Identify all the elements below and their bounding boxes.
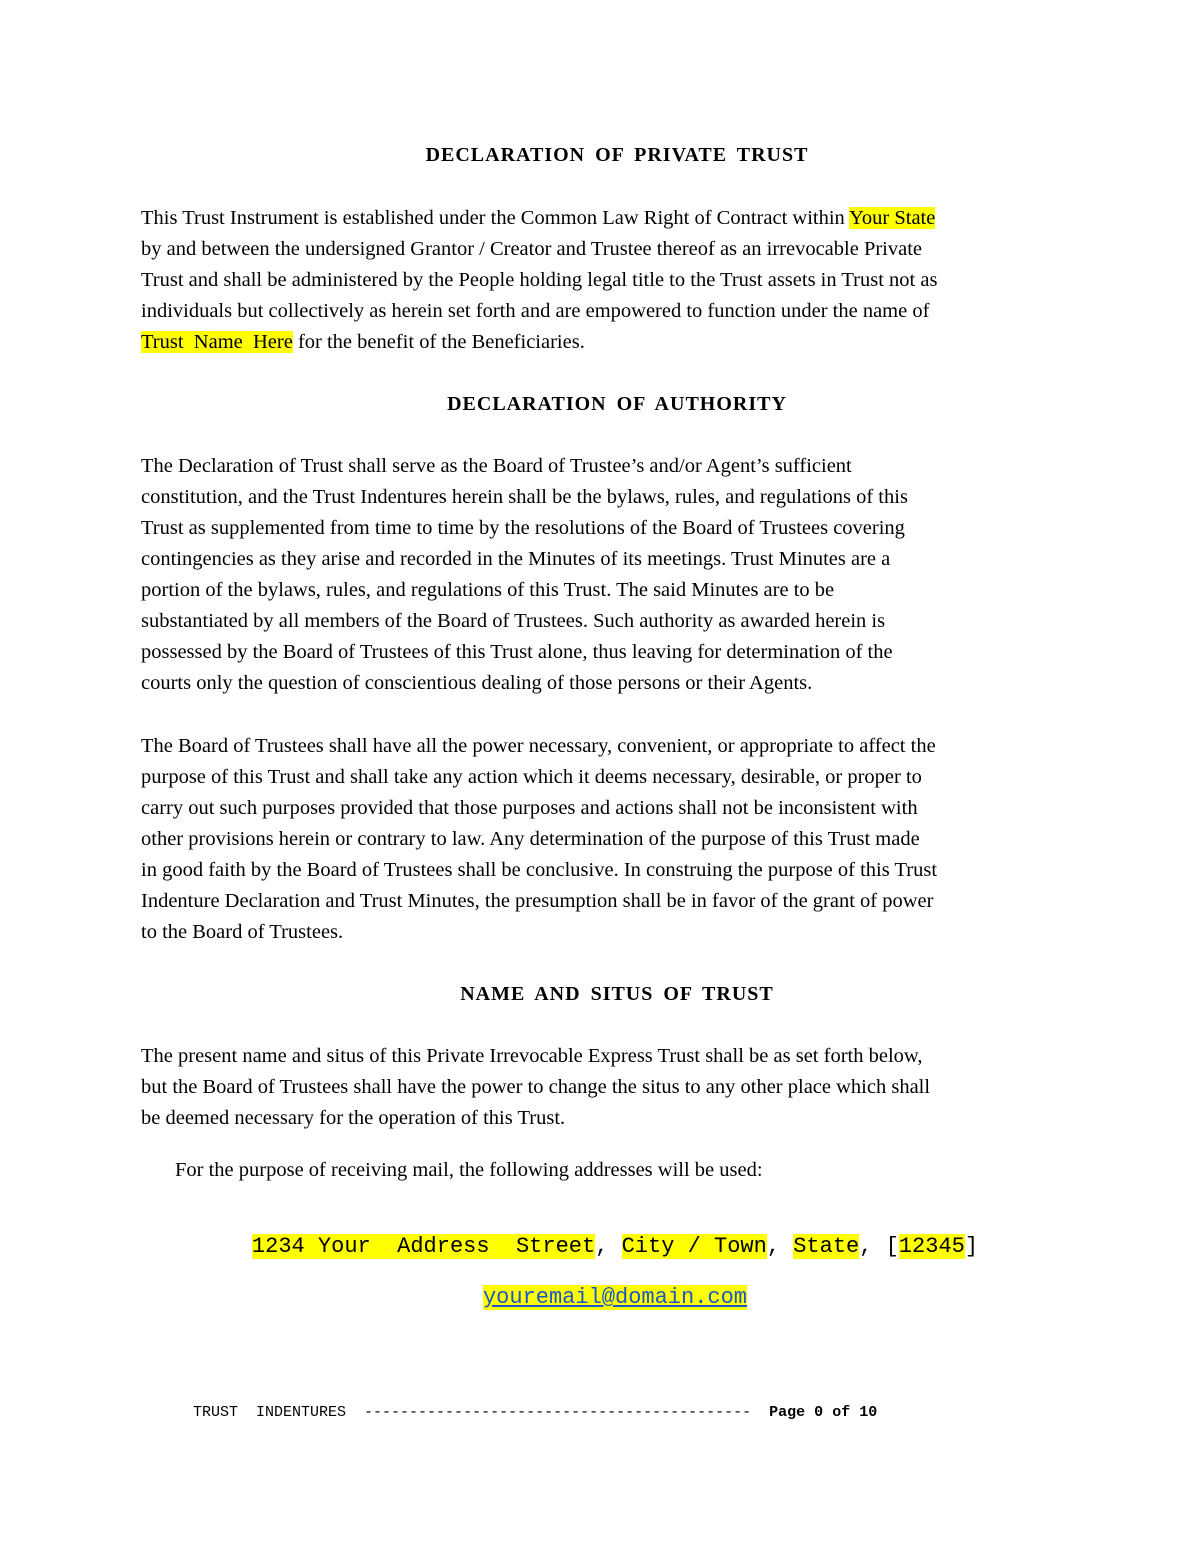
city-placeholder[interactable]: City / Town — [621, 1234, 767, 1259]
intro-line-2: by and between the undersigned Grantor / Creator and Trustee thereof as an irrevocable Private — [141, 238, 923, 260]
paragraph-line: possessed by the Board of Trustees of this Trust alone, thus leaving for determination of the — [141, 641, 893, 663]
paragraph-line: purpose of this Trust and shall take any action which it deems necessary, desirable, or proper to — [141, 766, 922, 788]
footer-page-total: 10 — [859, 1404, 878, 1421]
paragraph-line: The present name and situs of this Private Irrevocable Express Trust shall be as set forth below, — [141, 1045, 923, 1067]
situs-paragraph — [141, 1041, 1066, 1134]
paragraph-line: Indenture Declaration and Trust Minutes, the presumption shall be in favor of the grant of power — [141, 890, 934, 912]
paragraph-line: be deemed necessary for the operation of this Trust. — [141, 1107, 566, 1129]
mail-line: For the purpose of receiving mail, the following addresses will be used: — [175, 1159, 763, 1181]
paragraph-line: contingencies as they arise and recorded in the Minutes of its meetings. Trust Minutes are a — [141, 548, 891, 570]
heading-authority: DECLARATION OF AUTHORITY — [447, 393, 787, 415]
heading-private-trust: DECLARATION OF PRIVATE TRUST — [425, 144, 809, 166]
state-placeholder[interactable]: Your State — [849, 207, 936, 229]
authority-paragraph-1 — [141, 451, 1066, 699]
paragraph-line: Trust as supplemented from time to time by the resolutions of the Board of Trustees covering — [141, 517, 905, 539]
intro-line-1: This Trust Instrument is established under the Common Law Right of Contract within Your State — [141, 207, 936, 229]
paragraph-line: courts only the question of conscientious dealing of those persons or their Agents. — [141, 672, 813, 694]
state-address-placeholder[interactable]: State — [793, 1234, 860, 1259]
paragraph-line: other provisions herein or contrary to law. Any determination of the purpose of this Trust made — [141, 828, 920, 850]
paragraph-line: The Board of Trustees shall have all the power necessary, convenient, or appropriate to affect the — [141, 735, 936, 757]
footer-of-word: of — [832, 1404, 851, 1421]
page-footer — [193, 1404, 877, 1421]
intro-paragraph — [141, 203, 1066, 358]
paragraph-line: substantiated by all members of the Board of Trustees. Such authority as awarded herein is — [141, 610, 886, 632]
heading-name-situs: NAME AND SITUS OF TRUST — [460, 983, 774, 1005]
paragraph-line: constitution, and the Trust Indentures herein shall be the bylaws, rules, and regulations of this — [141, 486, 908, 508]
footer-page-word: Page — [769, 1404, 806, 1421]
mailing-address: 1234 Your Address Street, City / Town, State, [12345] — [251, 1234, 979, 1259]
paragraph-line: but the Board of Trustees shall have the power to change the situs to any other place which shall — [141, 1076, 931, 1098]
paragraph-line: to the Board of Trustees. — [141, 921, 344, 943]
paragraph-line: carry out such purposes provided that those purposes and actions shall not be inconsistent with — [141, 797, 918, 819]
authority-paragraph-2 — [141, 731, 1066, 948]
trust-name-placeholder[interactable]: Trust Name Here — [141, 331, 293, 353]
footer-rule: ------------------------------------------- — [364, 1404, 752, 1421]
paragraph-line: in good faith by the Board of Trustees shall be conclusive. In construing the purpose of this Trust — [141, 859, 938, 881]
paragraph-line: portion of the bylaws, rules, and regulations of this Trust. The said Minutes are to be — [141, 579, 835, 601]
street-placeholder[interactable]: 1234 Your Address Street — [251, 1234, 596, 1259]
footer-page-current: 0 — [814, 1404, 824, 1421]
intro-line-5: Trust Name Here for the benefit of the Beneficiaries. — [141, 331, 585, 353]
paragraph-line: The Declaration of Trust shall serve as the Board of Trustee’s and/or Agent’s sufficient — [141, 455, 852, 477]
intro-line-3: Trust and shall be administered by the People holding legal title to the Trust assets in Trust not as — [141, 269, 938, 291]
email-link[interactable]: youremail@domain.com — [482, 1285, 748, 1310]
intro-line-4: individuals but collectively as herein set forth and are empowered to function under the name of — [141, 300, 930, 322]
zip-placeholder[interactable]: 12345 — [898, 1234, 965, 1259]
footer-label: TRUST INDENTURES — [193, 1404, 347, 1421]
email-line — [0, 1285, 1200, 1310]
